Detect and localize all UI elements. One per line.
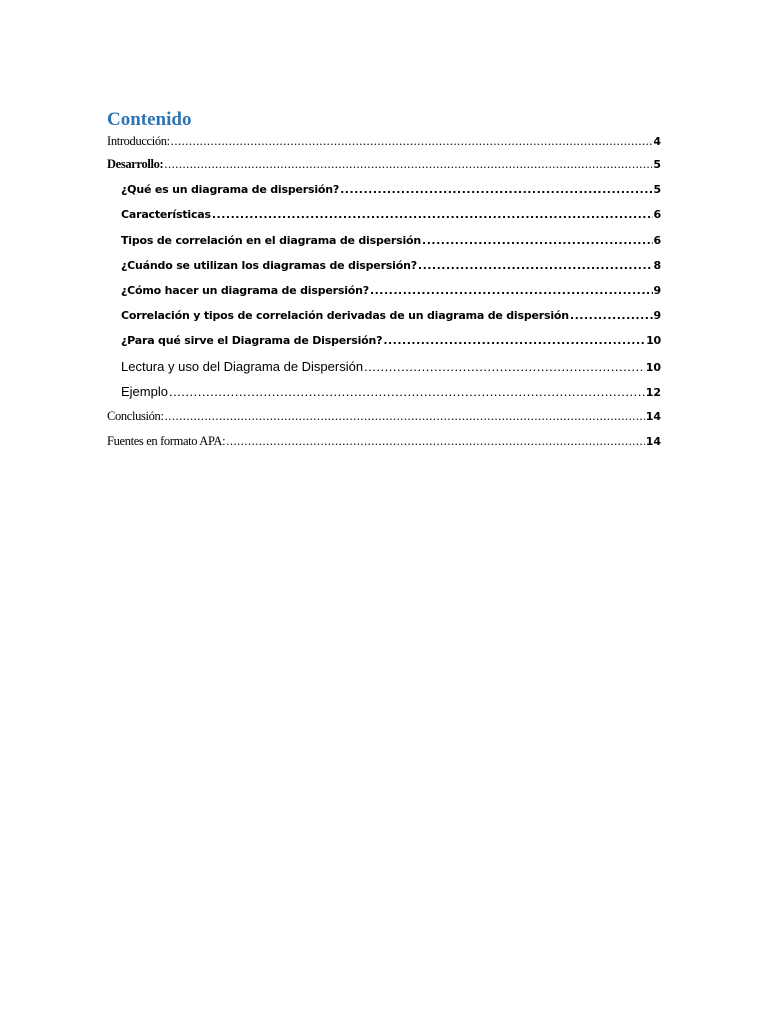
toc-page-number: 6	[653, 233, 661, 247]
toc-page-number: 4	[653, 135, 661, 148]
toc-entry-label: ¿Qué es un diagrama de dispersión?	[121, 183, 340, 197]
toc-page-number: 10	[645, 360, 661, 374]
toc-entry-desarrollo[interactable]	[107, 152, 661, 177]
toc-entry-correlacion-derivadas[interactable]	[107, 303, 661, 328]
toc-dot-leader	[169, 379, 645, 404]
toc-entry-label: Fuentes en formato APA:	[107, 434, 226, 449]
toc-entry-caracteristicas[interactable]	[107, 202, 661, 227]
toc-entry-introduccion[interactable]	[107, 131, 661, 152]
toc-page-number: 10	[646, 334, 661, 348]
toc-entry-label: Desarrollo:	[107, 157, 164, 171]
toc-dot-leader	[370, 278, 653, 303]
toc-entry-label: Correlación y tipos de correlación derivadas de un diagrama de dispersión	[121, 309, 569, 323]
toc-entry-para-que-sirve[interactable]	[107, 328, 661, 353]
toc-entry-cuando-se-utilizan[interactable]	[107, 253, 661, 278]
toc-entry-label: Tipos de correlación en el diagrama de dispersión	[121, 233, 422, 247]
toc-entry-label: Características	[121, 208, 211, 222]
toc-page-number: 12	[645, 385, 661, 399]
toc-dot-leader	[422, 228, 652, 253]
toc-page-number: 8	[653, 258, 661, 272]
toc-page-number: 6	[653, 208, 661, 222]
toc-page-number: 14	[645, 435, 661, 449]
toc-dot-leader	[164, 152, 652, 177]
toc-dot-leader	[364, 354, 645, 379]
toc-entry-lectura-y-uso[interactable]	[107, 354, 661, 379]
toc-entry-label: ¿Para qué sirve el Diagrama de Dispersión?	[121, 334, 383, 348]
toc-dot-leader	[383, 328, 645, 353]
toc-page-number: 9	[653, 283, 661, 297]
toc-page-number: 14	[645, 409, 661, 423]
toc-entry-conclusion[interactable]	[107, 404, 661, 429]
toc-dot-leader	[418, 253, 653, 278]
toc-page-number: 9	[653, 309, 661, 323]
toc-entry-fuentes-apa[interactable]	[107, 429, 661, 454]
toc-dot-leader	[570, 303, 653, 328]
toc-entry-label: ¿Cuándo se utilizan los diagramas de dispersión?	[121, 258, 417, 272]
toc-dot-leader	[212, 202, 653, 227]
toc-dot-leader	[171, 131, 653, 152]
toc-title: Contenido	[107, 109, 192, 130]
toc-entry-label: Introducción:	[107, 134, 170, 148]
toc-entry-label: ¿Cómo hacer un diagrama de dispersión?	[121, 283, 369, 297]
toc-entry-label: Ejemplo	[121, 383, 168, 399]
toc-entry-tipos-correlacion[interactable]	[107, 228, 661, 253]
toc-dot-leader	[226, 429, 644, 454]
toc-entry-que-es[interactable]	[107, 177, 661, 202]
toc-entry-label: Conclusión:	[107, 408, 164, 423]
toc-entry-ejemplo[interactable]	[107, 379, 661, 404]
toc-dot-leader	[340, 177, 652, 202]
toc-page-number: 5	[653, 183, 661, 197]
toc-entry-como-hacer[interactable]	[107, 278, 661, 303]
toc-page-number: 5	[653, 158, 661, 171]
table-of-contents	[107, 109, 661, 454]
toc-entry-label: Lectura y uso del Diagrama de Dispersión	[121, 358, 364, 374]
toc-dot-leader	[165, 404, 645, 429]
